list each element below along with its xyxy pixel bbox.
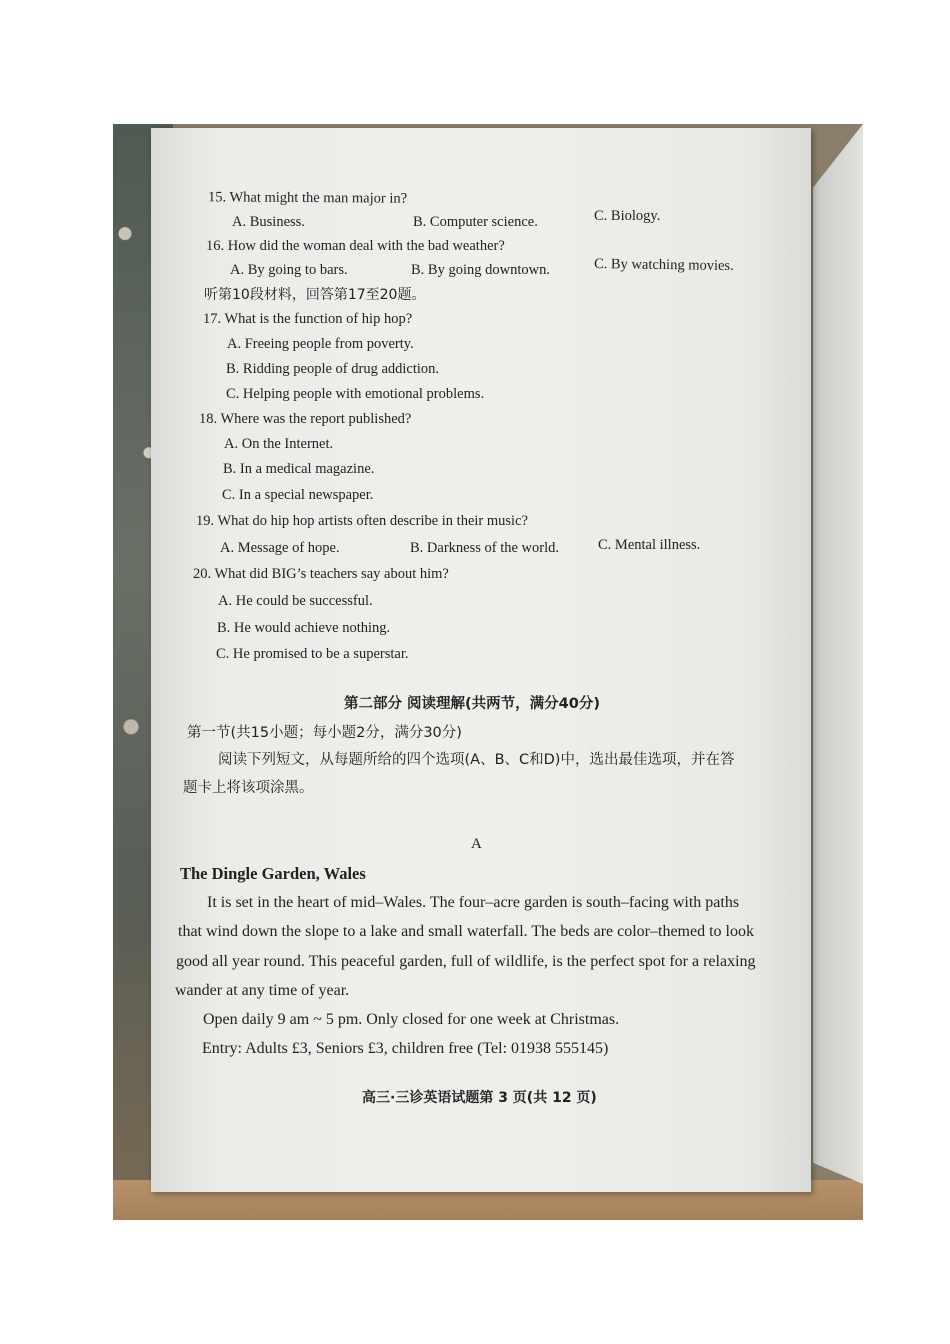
passage-line-6: Entry: Adults £3, Seniors £3, children free (Tel: 01938 555145): [202, 1040, 609, 1057]
q16-option-b: B. By going downtown.: [411, 262, 550, 278]
q16-option-c: C. By watching movies.: [593, 256, 734, 274]
part2-heading: 第二部分 阅读理解(共两节，满分40分): [344, 696, 600, 712]
q17-stem: 17. What is the function of hip hop?: [203, 311, 413, 327]
q16-stem: 16. How did the woman deal with the bad weather?: [206, 238, 505, 254]
q18-stem: 18. Where was the report published?: [199, 411, 412, 427]
passage-line-3: good all year round. This peaceful garden, full of wildlife, is the perfect spot for a relaxing: [176, 953, 756, 970]
q17-option-b: B. Ridding people of drug addiction.: [226, 361, 440, 377]
q17-option-c: C. Helping people with emotional problems.: [226, 386, 485, 402]
instruction-line-2: 题卡上将该项涂黑。: [183, 780, 314, 796]
q19-option-c: C. Mental illness.: [598, 537, 701, 553]
q15-stem: 15. What might the man major in?: [207, 189, 408, 207]
next-page-edge: [813, 124, 863, 1184]
q20-stem: 20. What did BIG’s teachers say about him?: [193, 566, 449, 582]
material-10-instruction: 听第10段材料，回答第17至20题。: [204, 287, 426, 303]
passage-line-5: Open daily 9 am ~ 5 pm. Only closed for one week at Christmas.: [203, 1011, 620, 1028]
q19-option-b: B. Darkness of the world.: [410, 540, 560, 556]
q19-stem: 19. What do hip hop artists often describe in their music?: [196, 513, 528, 529]
q18-option-a: A. On the Internet.: [224, 436, 334, 452]
q18-option-b: B. In a medical magazine.: [223, 461, 375, 477]
q15-option-c: C. Biology.: [594, 208, 661, 224]
q18-option-c: C. In a special newspaper.: [222, 487, 374, 503]
q17-option-a: A. Freeing people from poverty.: [227, 336, 414, 352]
passage-title: The Dingle Garden, Wales: [180, 864, 366, 883]
q15-option-a: A. Business.: [232, 214, 305, 230]
q20-option-a: A. He could be successful.: [218, 593, 373, 609]
section1-heading: 第一节(共15小题；每小题2分，满分30分): [187, 725, 462, 741]
q16-option-a: A. By going to bars.: [230, 262, 348, 278]
q20-option-b: B. He would achieve nothing.: [217, 620, 391, 636]
q20-option-c: C. He promised to be a superstar.: [216, 646, 409, 662]
passage-line-4: wander at any time of year.: [175, 982, 350, 999]
passage-letter: A: [471, 836, 482, 852]
page-footer: 高三·三诊英语试题第 3 页(共 12 页): [362, 1090, 597, 1106]
q15-option-b: B. Computer science.: [413, 214, 538, 230]
q19-option-a: A. Message of hope.: [220, 540, 340, 556]
passage-line-2: that wind down the slope to a lake and small waterfall. The beds are color–themed to look: [178, 923, 754, 940]
instruction-line-1: 阅读下列短文，从每题所给的四个选项(A、B、C和D)中，选出最佳选项，并在答: [218, 752, 735, 768]
passage-line-1: It is set in the heart of mid–Wales. The four–acre garden is south–facing with paths: [207, 894, 740, 911]
